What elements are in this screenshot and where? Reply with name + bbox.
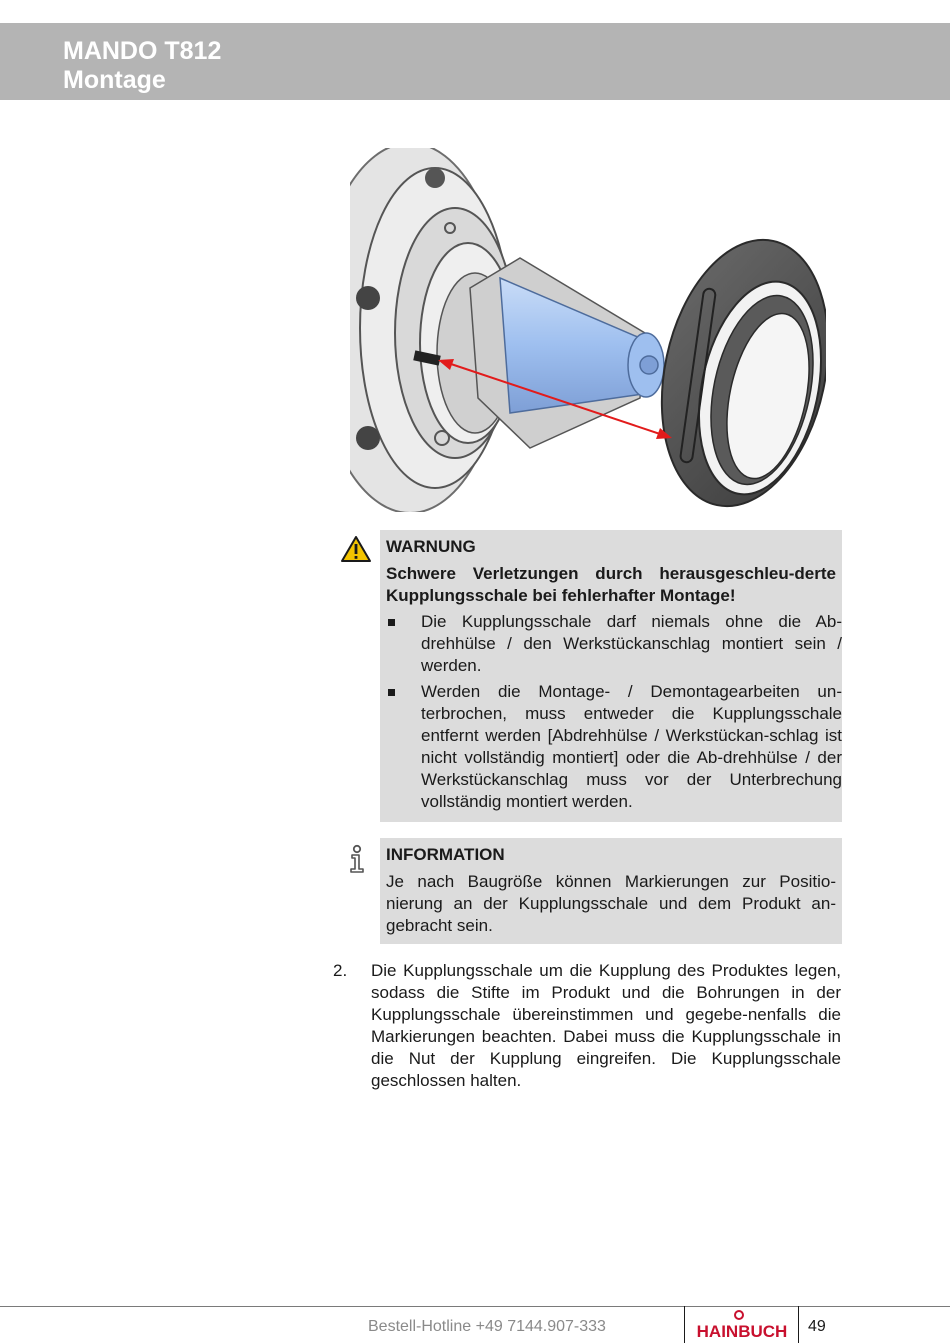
warning-title: WARNUNG	[386, 537, 476, 556]
header-title: MANDO T812	[63, 37, 222, 65]
warning-subtitle: Schwere Verletzungen durch herausgeschleu-derte Kupplungsschale bei fehlerhafter Montage!	[386, 564, 836, 605]
step-text: Die Kupplungsschale um die Kupplung des Produktes legen, sodass die Stifte im Produkt und die Bohrungen in der Kupplungsschale übereinstimmen und gegebe-nenfalls die Markierungen beachten. Dabei muss die Kupplungsschale in die Nut der Kupplung eingreifen. Die Kupplungsschale geschlossen halten.	[371, 961, 841, 1090]
coupling-ring	[639, 224, 826, 512]
page-number: 49	[808, 1318, 826, 1335]
warning-box	[380, 530, 842, 822]
header-subtitle: Montage	[63, 66, 166, 94]
svg-text:HAINBUCH: HAINBUCH	[696, 1322, 788, 1341]
bullet-square-icon	[388, 619, 395, 626]
page-header	[0, 23, 950, 100]
info-icon	[346, 844, 368, 874]
warning-triangle-icon	[340, 535, 372, 563]
order-hotline: Bestell-Hotline +49 7144.907-333	[368, 1318, 606, 1335]
hainbuch-logo	[690, 1308, 794, 1342]
footer-divider	[0, 1306, 950, 1307]
information-text: Je nach Baugröße können Markierungen zur Positio-nierung an der Kupplungsschale und dem Produkt an-gebracht sein.	[386, 872, 836, 935]
information-box	[380, 838, 842, 944]
footer-separator	[798, 1306, 799, 1343]
warning-bullet-text: Die Kupplungsschale darf niemals ohne die Ab-drehhülse / den Werkstückanschlag montiert sein / werden.	[421, 612, 842, 675]
information-title: INFORMATION	[386, 845, 505, 864]
step-number: 2.	[333, 961, 348, 980]
chuck-coupling-ring-illustration	[350, 148, 826, 512]
footer-separator	[684, 1306, 685, 1343]
bullet-square-icon	[388, 689, 395, 696]
warning-bullet-text: Werden die Montage- / Demontagearbeiten un-terbrochen, muss entweder die Kupplungsschale entfernt werden [Abdrehhülse / Werkstückan-schlag ist nicht vollständig montiert] oder die Ab-drehhülse / der Werkstückanschlag muss vor der Unterbrechung vollständig montiert werden.	[421, 682, 842, 811]
